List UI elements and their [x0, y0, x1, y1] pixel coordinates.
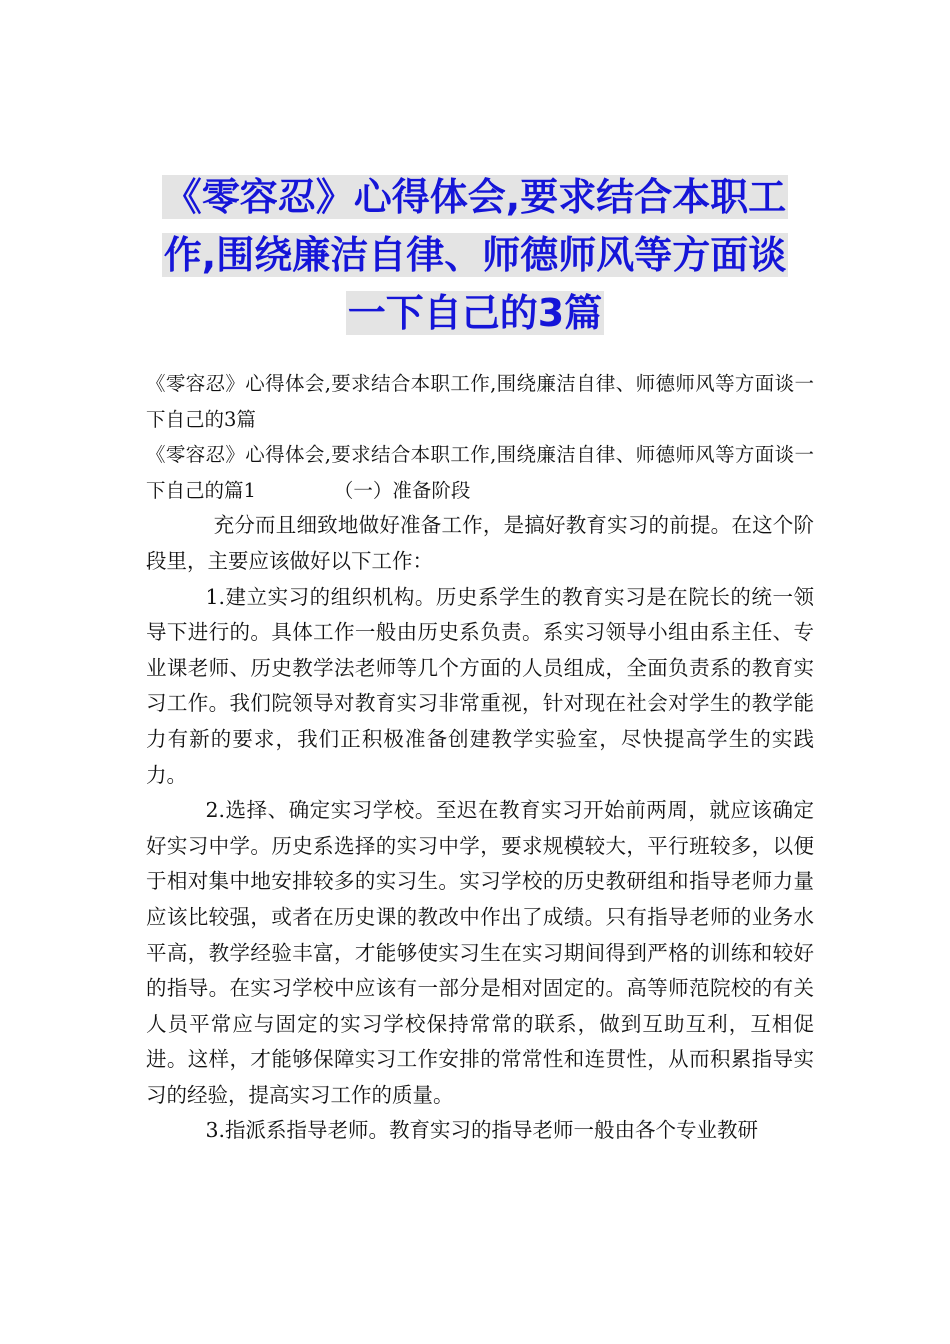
paragraph: 充分而且细致地做好准备工作，是搞好教育实习的前提。在这个阶段里，主要应该做好以下工作： [146, 513, 814, 573]
document-body [146, 366, 814, 1149]
title-line-2: 作,围绕廉洁自律、师德师风等方面谈 [163, 233, 787, 277]
paragraph: 2.选择、确定实习学校。至迟在教育实习开始前两周，就应该确定好实习中学。历史系选择的实习中学，要求规模较大，平行班较多，以便于相对集中地安排较多的实习生。实习学校的历史教研组和指导老师力量应该比较强，或者在历史课的教改中作出了成绩。只有指导老师的业务水平高，教学经验丰富，才能够使实习生在实习期间得到严格的训练和较好的指导。在实习学校中应该有一部分是相对固定的。高等师范院校的有关人员平常应与固定的实习学校保持常常的联系，做到互助互利，互相促进。这样，才能够保障实习工作安排的常常性和连贯性，从而积累指导实习的经验，提高实习工作的质量。 [146, 798, 814, 1107]
section-heading: （一）准备阶段 [333, 478, 471, 502]
intro-heading-2-text: 《零容忍》心得体会,要求结合本职工作,围绕廉洁自律、师德师风等方面谈一下自己的篇1 [146, 443, 814, 502]
paragraph: 1.建立实习的组织机构。历史系学生的教育实习是在院长的统一领导下进行的。具体工作一般由历史系负责。系实习领导小组由系主任、专业课老师、历史教学法老师等几个方面的人员组成，全面负责系的教育实习工作。我们院领导对教育实习非常重视，针对现在社会对学生的教学能力有新的要求，我们正积极准备创建教学实验室，尽快提高学生的实践力。 [146, 584, 814, 787]
intro-heading-2 [146, 437, 814, 508]
paragraph: 3.指派系指导老师。教育实习的指导老师一般由各个专业教研 [205, 1118, 758, 1143]
document-title [150, 168, 800, 342]
title-line-1: 《零容忍》心得体会,要求结合本职工 [163, 175, 787, 219]
intro-heading-1: 《零容忍》心得体会,要求结合本职工作,围绕廉洁自律、师德师风等方面谈一下自己的3篇 [146, 372, 814, 431]
title-line-3: 一下自己的3篇 [347, 291, 603, 335]
